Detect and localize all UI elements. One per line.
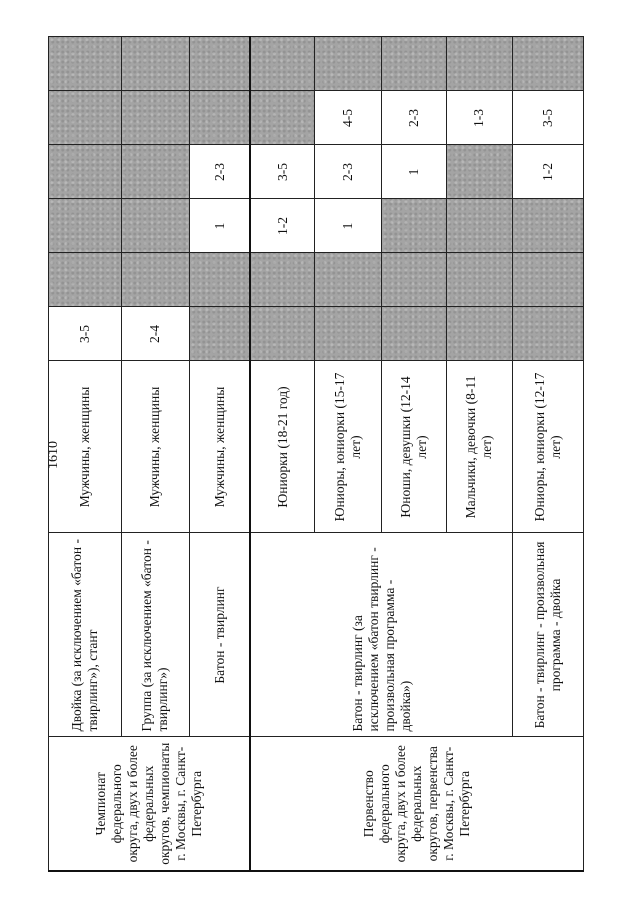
value-cell: [250, 37, 315, 91]
table-row: [250, 37, 315, 871]
value-cell: [49, 145, 122, 199]
sports-category-table: [48, 37, 584, 873]
value-cell: 2-3: [190, 145, 251, 199]
value-cell: [446, 307, 513, 361]
category-cell: Юноши, девушки (12-14 лет): [382, 361, 447, 533]
value-cell: [121, 91, 190, 145]
value-cell: [49, 91, 122, 145]
value-cell: 4-5: [315, 91, 382, 145]
value-cell: [382, 37, 447, 91]
value-cell: 2-3: [315, 145, 382, 199]
discipline-cell: Батон - твирлинг - произвольная программа - двойка: [513, 533, 584, 737]
category-cell: Юниоры, юниорки (12-17 лет): [513, 361, 584, 533]
value-cell: [121, 199, 190, 253]
value-cell: [513, 307, 584, 361]
value-cell: [121, 253, 190, 307]
value-cell: [315, 307, 382, 361]
value-cell: [190, 253, 251, 307]
value-cell: 3-5: [513, 91, 584, 145]
value-cell: [382, 199, 447, 253]
value-cell: [446, 145, 513, 199]
category-cell: Мальчики, девочки (8-11 лет): [446, 361, 513, 533]
value-cell: [250, 253, 315, 307]
value-cell: 3-5: [250, 145, 315, 199]
value-cell: [513, 37, 584, 91]
category-cell: Мужчины, женщины: [190, 361, 251, 533]
value-cell: [446, 37, 513, 91]
value-cell: [49, 199, 122, 253]
rotated-table-container: [48, 38, 584, 872]
value-cell: 1: [190, 199, 251, 253]
discipline-cell: Батон - твирлинг: [190, 533, 251, 737]
value-cell: [446, 199, 513, 253]
table-row: [49, 37, 122, 871]
competition-cell: Чемпионат федерального округа, двух и более федеральных округов, чемпионаты г. Москвы, г. Санкт-Петербурга: [49, 737, 251, 871]
category-cell: Мужчины, женщины: [49, 361, 122, 533]
value-cell: [190, 307, 251, 361]
value-cell: [513, 199, 584, 253]
page-number: 1610: [46, 441, 61, 469]
value-cell: [250, 307, 315, 361]
category-cell: Юниорки (18-21 год): [250, 361, 315, 533]
value-cell: 1: [315, 199, 382, 253]
value-cell: 2-3: [382, 91, 447, 145]
value-cell: [190, 91, 251, 145]
value-cell: 3-5: [49, 307, 122, 361]
value-cell: [49, 253, 122, 307]
value-cell: 2-4: [121, 307, 190, 361]
value-cell: [49, 37, 122, 91]
value-cell: [446, 253, 513, 307]
value-cell: 1-2: [513, 145, 584, 199]
value-cell: [315, 253, 382, 307]
value-cell: [121, 145, 190, 199]
value-cell: 1-2: [250, 199, 315, 253]
competition-cell: Первенство федерального округа, двух и более федеральных округов, первенства г. Москвы, г. Санкт-Петербурга: [250, 737, 583, 871]
discipline-cell: Батон - твирлинг (за исключением «батон твирлинг - произвольная программа - двойка»): [250, 533, 512, 737]
value-cell: [382, 307, 447, 361]
value-cell: 1-3: [446, 91, 513, 145]
value-cell: [315, 37, 382, 91]
value-cell: [382, 253, 447, 307]
value-cell: [513, 253, 584, 307]
discipline-cell: Группа (за исключением «батон - твирлинг»): [121, 533, 190, 737]
value-cell: [190, 37, 251, 91]
value-cell: [121, 37, 190, 91]
category-cell: Юниоры, юниорки (15-17 лет): [315, 361, 382, 533]
value-cell: [250, 91, 315, 145]
value-cell: 1: [382, 145, 447, 199]
category-cell: Мужчины, женщины: [121, 361, 190, 533]
discipline-cell: Двойка (за исключением «батон - твирлинг»), стант: [49, 533, 122, 737]
